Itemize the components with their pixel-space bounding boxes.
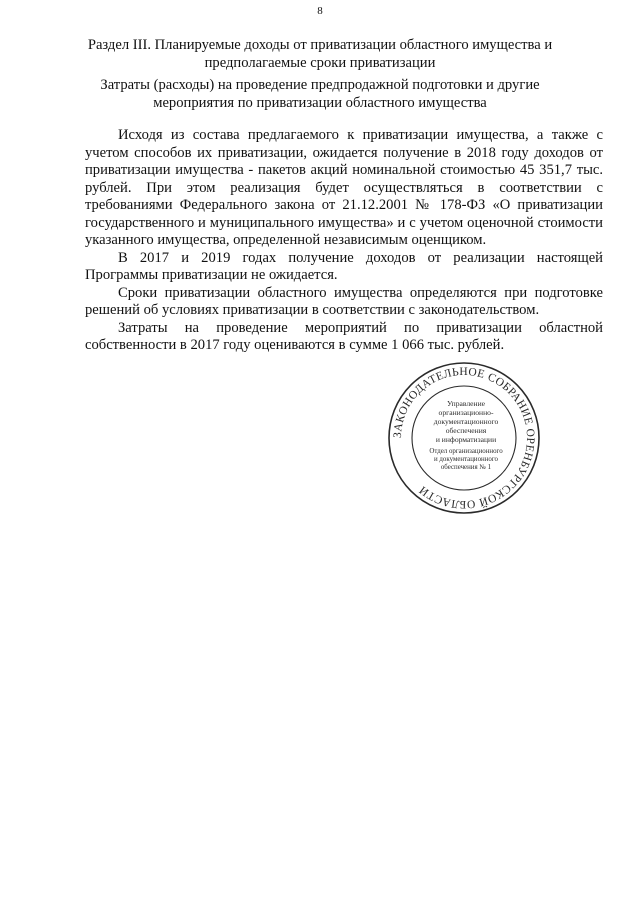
stamp-line: организационно- bbox=[438, 408, 494, 417]
paragraph-costs: Затраты на проведение мероприятий по приватизации областной собственности в 2017 году оцениваются в сумме 1 066 тыс. рублей. bbox=[85, 319, 603, 353]
stamp-line: Управление bbox=[446, 399, 486, 408]
section-title: Раздел III. Планируемые доходы от приватизации областного имущества и предполагаемые сроки приватизации bbox=[87, 37, 553, 71]
stamp-ring-text: ЗАКОНОДАТЕЛЬНОЕ СОБРАНИЕ ОРЕНБУРГСКОЙ ОБЛАСТИ bbox=[391, 365, 537, 511]
paragraph-income-forecast: Исходя из состава предлагаемого к приватизации имущества, а также с учетом способов их приватизации, ожидается получение в 2018 году доходов от приватизации имущества - пакетов акций номинальной стоимостью 45 351,7 тыс. рублей. При этом реализация будет осуществляться в соответствии с требованиями Федерального закона от 21.12.2001 № 178-ФЗ «О приватизации государственного и муниципального имущества» и с учетом оценочной стоимости указанного имущества, определенной независимым оценщиком. bbox=[85, 127, 603, 248]
body-text bbox=[85, 127, 603, 355]
stamp-dept-line: Отдел организационного bbox=[429, 448, 503, 455]
official-stamp bbox=[386, 360, 542, 516]
stamp-line: документационного bbox=[433, 417, 499, 426]
stamp-line: и информатизации bbox=[435, 435, 497, 444]
stamp-dept-line: обеспечения № 1 bbox=[440, 464, 492, 471]
section-subtitle: Затраты (расходы) на проведение предпродажной подготовки и другие мероприятия по приватизации областного имущества bbox=[100, 77, 540, 111]
paragraph-timing: Сроки приватизации областного имущества определяются при подготовке решений об условиях приватизации в соответствии с законодательством. bbox=[85, 284, 603, 318]
stamp-seal-graphic bbox=[386, 360, 542, 516]
stamp-dept-line: и документационного bbox=[434, 456, 498, 463]
stamp-line: обеспечения bbox=[445, 426, 487, 435]
paragraph-no-income: В 2017 и 2019 годах получение доходов от реализации настоящей Программы приватизации не ожидается. bbox=[85, 249, 603, 283]
page-number: 8 bbox=[317, 5, 323, 17]
